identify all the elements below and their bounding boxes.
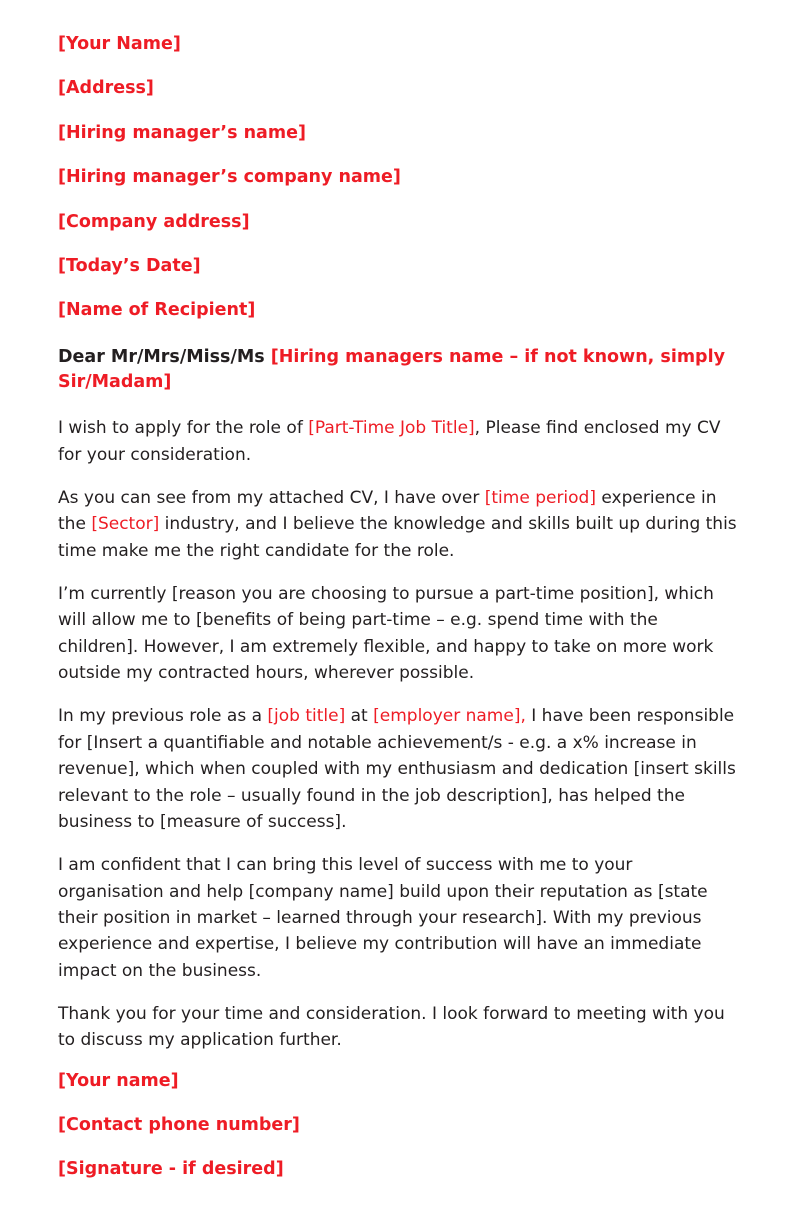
salutation-placeholder: [Hiring managers name – if not known, simply Sir/Madam] bbox=[58, 346, 725, 392]
placeholder-text: [Sector] bbox=[91, 514, 160, 535]
salutation-line bbox=[58, 345, 742, 396]
header-placeholder-line: [Hiring manager’s company name] bbox=[58, 167, 401, 188]
paragraph-text: In my previous role as a bbox=[58, 706, 268, 727]
paragraph-text: I wish to apply for the role of bbox=[58, 418, 309, 439]
header-placeholder-line: [Hiring manager’s name] bbox=[58, 122, 306, 143]
paragraph-text: Thank you for your time and consideration. I look forward to meeting with you to discuss my application further. bbox=[58, 1003, 725, 1051]
paragraph-text: As you can see from my attached CV, I have over bbox=[58, 488, 485, 509]
body-paragraph bbox=[58, 1001, 742, 1054]
header-placeholder-line: [Name of Recipient] bbox=[58, 300, 256, 321]
body-paragraph bbox=[58, 485, 742, 564]
paragraph-text: I have been responsible for [Insert a quantifiable and notable achievement/s - e.g. a x% increase in revenue], which when coupled with my enthusiasm and dedication [insert skills relevant to the role – usually found in the job description], has helped the business to [measure of success]. bbox=[58, 706, 736, 832]
header-placeholder-line: [Your Name] bbox=[58, 34, 181, 54]
placeholder-text: [job title] bbox=[267, 706, 346, 727]
body-paragraph bbox=[58, 415, 742, 468]
placeholder-text: [employer name], bbox=[373, 706, 526, 727]
salutation-plain-text: Dear Mr/Mrs/Miss/Ms bbox=[58, 346, 271, 367]
paragraph-text: industry, and I believe the knowledge and skills built up during this time make me the right candidate for the role. bbox=[58, 514, 737, 561]
header-placeholder-line: [Company address] bbox=[58, 211, 250, 232]
header-placeholder-line: [Address] bbox=[58, 78, 154, 99]
placeholder-text: [time period] bbox=[484, 488, 596, 509]
header-placeholder-line: [Today’s Date] bbox=[58, 255, 201, 276]
letter-header-block bbox=[58, 34, 742, 322]
paragraph-text: at bbox=[345, 706, 374, 727]
paragraph-text: experience in the bbox=[58, 488, 717, 535]
footer-placeholder-line: [Your name] bbox=[58, 1070, 179, 1091]
letter-footer-block bbox=[58, 1071, 742, 1182]
footer-placeholder-line: [Signature - if desired] bbox=[58, 1159, 284, 1180]
placeholder-text: [Part-Time Job Title] bbox=[308, 418, 475, 439]
body-paragraph bbox=[58, 703, 742, 835]
footer-placeholder-line: [Contact phone number] bbox=[58, 1114, 300, 1135]
paragraph-text: I am confident that I can bring this level of success with me to your organisation and help [company name] build upon their reputation as [state their position in market – learned through your research]. With my previous experience and expertise, I believe my contribution will have an immediate impact on the business. bbox=[58, 855, 708, 981]
letter-body-block bbox=[58, 415, 742, 1053]
body-paragraph bbox=[58, 581, 742, 686]
body-paragraph bbox=[58, 852, 742, 984]
paragraph-text: I’m currently [reason you are choosing to pursue a part-time position], which will allow me to [benefits of being part-time – e.g. spend time with the children]. However, I am extremely flexible, and happy to take on more work outside my contracted hours, wherever possible. bbox=[58, 584, 714, 684]
paragraph-text: , Please find enclosed my CV for your consideration. bbox=[58, 418, 721, 465]
